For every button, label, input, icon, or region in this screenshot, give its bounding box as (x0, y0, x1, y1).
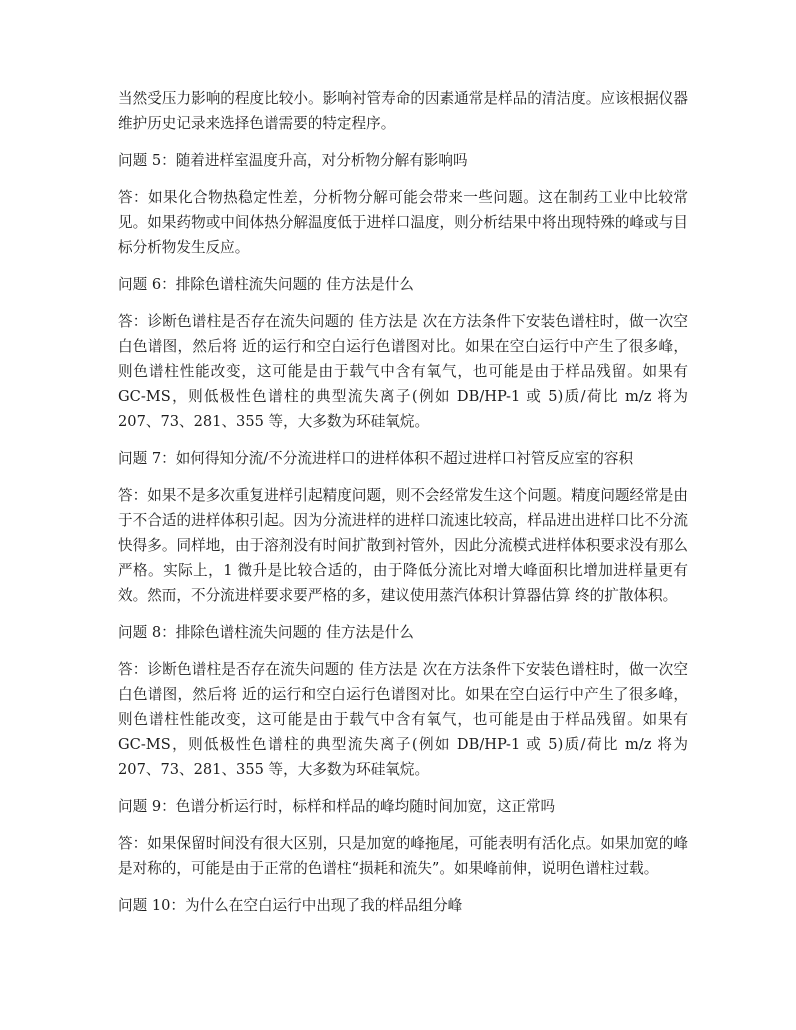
question-9: 问题 9：色谱分析运行时，标样和样品的峰均随时间加宽，这正常吗 (118, 798, 556, 815)
question-10: 问题 10：为什么在空白运行中出现了我的样品组分峰 (118, 897, 463, 914)
question-6: 问题 6：排除色谱柱流失问题的 佳方法是什么 (118, 276, 414, 293)
answer-7: 答：如果不是多次重复进样引起精度问题，则不会经常发生这个问题。精度问题经常是由于不合适的进样体积引起。因为分流进样的进样口流速比较高，样品进出进样口比不分流快得多。同样地，由于溶剂没有时间扩散到衬管外，因此分流模式进样体积要求没有那么严格。实际上，1 微升是比较合适的，由于降低分流比对增大峰面积比增加进样量更有效。然而，不分流进样要求要严格的多，建议使用蒸汽体积计算器估算 终的扩散体积。 (118, 487, 688, 604)
question-7: 问题 7：如何得知分流/不分流进样口的进样体积不超过进样口衬管反应室的容积 (118, 450, 634, 467)
answer-5: 答：如果化合物热稳定性差，分析物分解可能会带来一些问题。这在制药工业中比较常见。如果药物或中间体热分解温度低于进样口温度，则分析结果中将出现特殊的峰或与目标分析物发生反应。 (118, 189, 688, 256)
question-8: 问题 8：排除色谱柱流失问题的 佳方法是什么 (118, 624, 414, 641)
answer-9: 答：如果保留时间没有很大区别，只是加宽的峰拖尾，可能表明有活化点。如果加宽的峰是对称的，可能是由于正常的色谱柱“损耗和流失”。如果峰前伸，说明色谱柱过载。 (118, 835, 688, 877)
question-5: 问题 5：随着进样室温度升高，对分析物分解有影响吗 (118, 152, 468, 169)
answer-8: 答：诊断色谱柱是否存在流失问题的 佳方法是 次在方法条件下安装色谱柱时，做一次空白色谱图，然后将 近的运行和空白运行色谱图对比。如果在空白运行中产生了很多峰，则色谱柱性能改变，这可能是由于载气中含有氧气，也可能是由于样品残留。如果有 GC-MS，则低极性色谱柱的典型流失离子(例如 DB/HP-1 或 5)质/荷比 m/z 将为 207、73、281、355 等，大多数为环硅氧烷。 (118, 661, 688, 778)
paragraph-continuation: 当然受压力影响的程度比较小。影响衬管寿命的因素通常是样品的清洁度。应该根据仪器维护历史记录来选择色谱需要的特定程序。 (118, 90, 688, 132)
answer-6: 答：诊断色谱柱是否存在流失问题的 佳方法是 次在方法条件下安装色谱柱时，做一次空白色谱图，然后将 近的运行和空白运行色谱图对比。如果在空白运行中产生了很多峰，则色谱柱性能改变，这可能是由于载气中含有氧气，也可能是由于样品残留。如果有 GC-MS，则低极性色谱柱的典型流失离子(例如 DB/HP-1 或 5)质/荷比 m/z 将为 207、73、281、355 等，大多数为环硅氧烷。 (118, 313, 688, 430)
document-page (118, 86, 688, 930)
